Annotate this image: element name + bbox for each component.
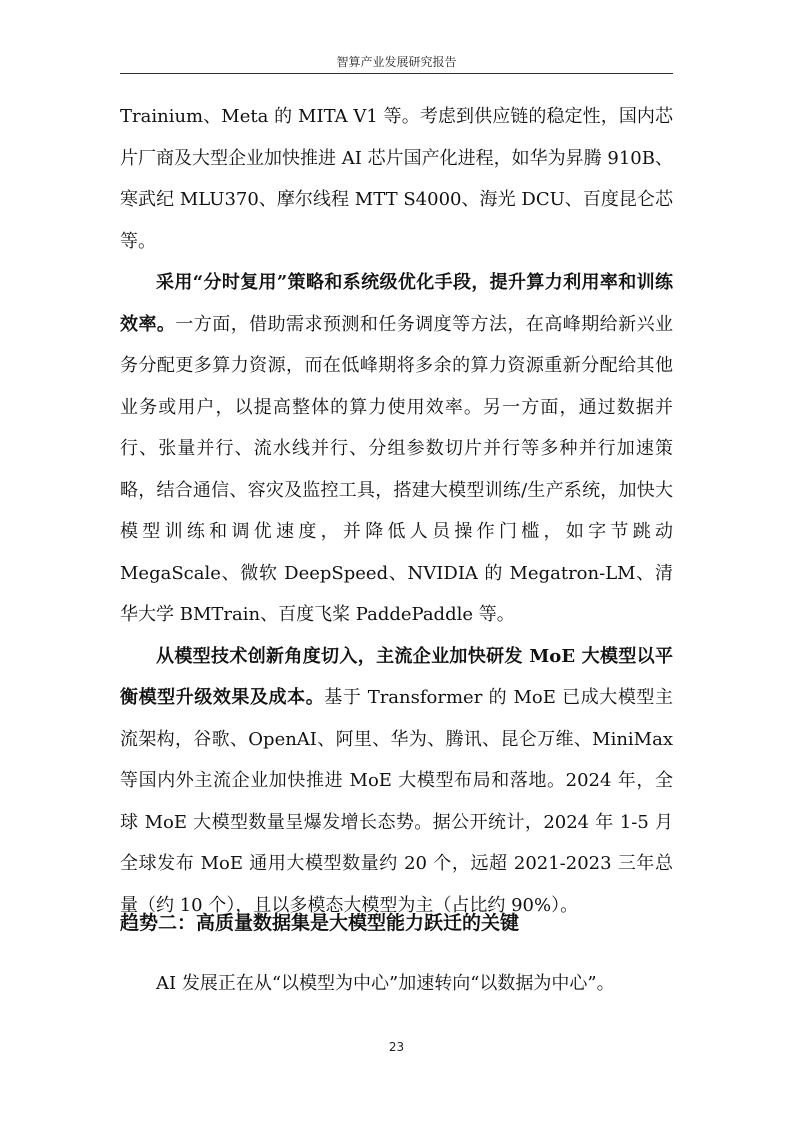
paragraph-data-centric: AI 发展正在从“以模型为中心”加速转向“以数据为中心”。 [156, 973, 615, 994]
paragraph-lead-bold: 采用“分时复用”策略和系统级优化手段，提升算力利用率和训练效率。 [120, 272, 673, 335]
paragraph-body: 基于 Transformer 的 MoE 已成大模型主流架构，谷歌、OpenAI、阿里、华为、腾讯、昆仑万维、MiniMax 等国内外主流企业加快推进 MoE 大模型布局和落地。2024 年，全球 MoE 大模型数量呈爆发增长态势。据公开统计，2024 年 1-5 月全球发布 MoE 通用大模型数量约 20 个，远超 2021-2023 三年总量（约 10 个），且以多模态大模型为主（占比约 90%）。 [120, 687, 673, 916]
paragraph-time-sharing [120, 262, 673, 636]
body-text [120, 96, 673, 926]
running-header: 智算产业发展研究报告 [336, 55, 457, 69]
paragraph-chip-localization: Trainium、Meta 的 MITA V1 等。考虑到供应链的稳定性，国内芯片厂商及大型企业加快推进 AI 芯片国产化进程，如华为昇腾 910B、寒武纪 MLU370、摩尔线程 MTT S4000、海光 DCU、百度昆仑芯等。 [120, 106, 673, 252]
page-number: 23 [388, 1040, 405, 1054]
paragraph-body: 一方面，借助需求预测和任务调度等方法，在高峰期给新兴业务分配更多算力资源，而在低峰期将多余的算力资源重新分配给其他业务或用户，以提高整体的算力使用效率。另一方面，通过数据并行、张量并行、流水线并行、分组参数切片并行等多种并行加速策略，结合通信、容灾及监控工具，搭建大模型训练/生产系统，加快大模型训练和调优速度，并降低人员操作门槛，如字节跳动 MegaScale、微软 DeepSpeed、NVIDIA 的 Megatron-LM、清华大学 BMTrain、百度飞桨 PaddePaddle 等。 [120, 313, 674, 625]
header-divider [120, 73, 673, 74]
paragraph-moe [120, 636, 673, 927]
paragraph-lead-bold: 从模型技术创新角度切入，主流企业加快研发 MoE 大模型以平衡模型升级效果及成本。 [120, 645, 673, 708]
section-heading: 趋势二：高质量数据集是大模型能力跃迁的关键 [120, 912, 520, 934]
